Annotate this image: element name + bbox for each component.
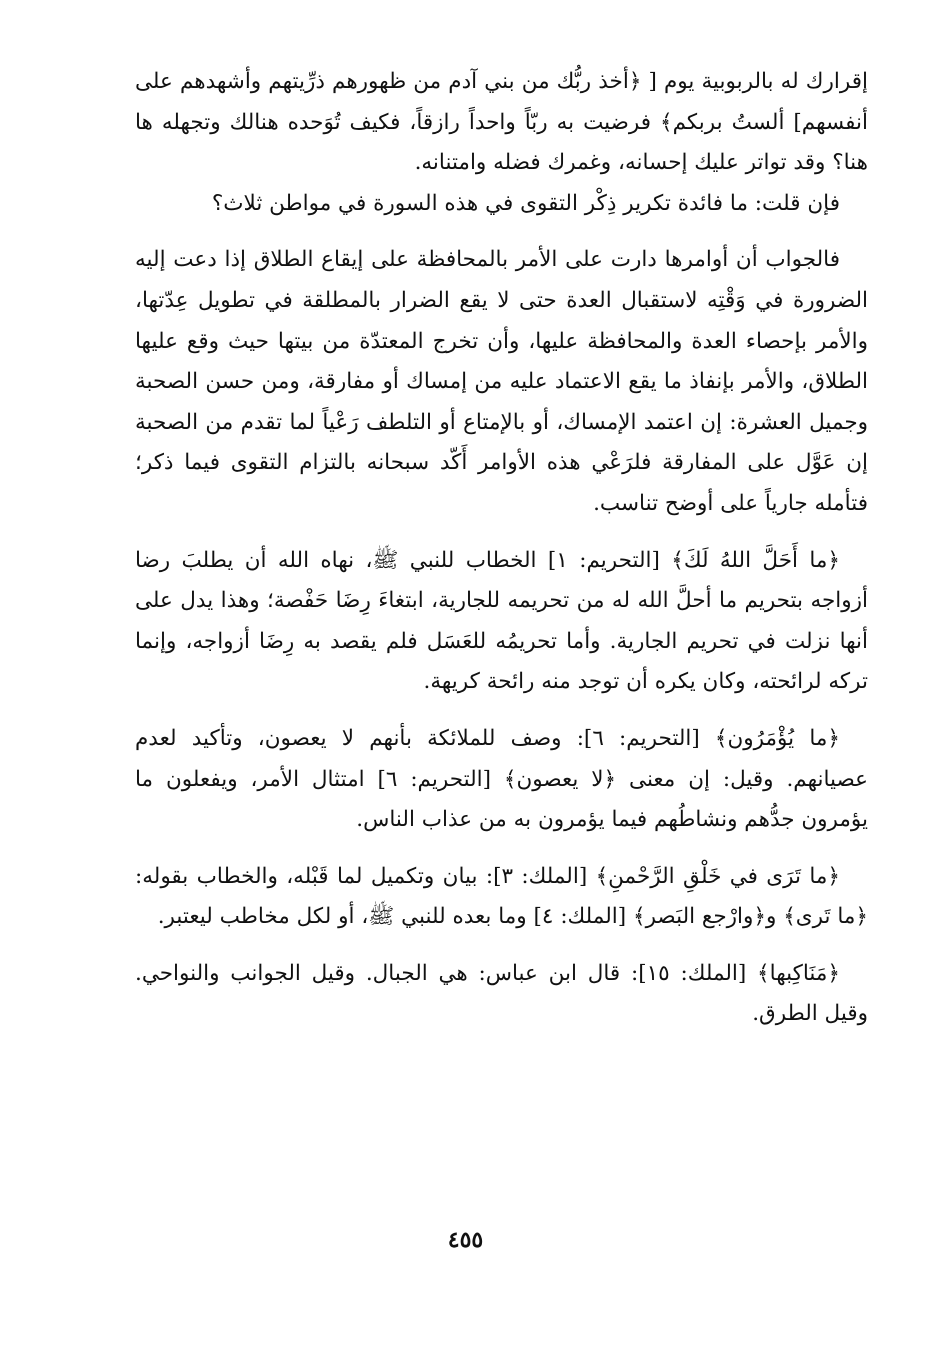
paragraph-mulk-15: ﴿مَنَاكِبها﴾ [الملك: ١٥]: قال ابن عباس: هي الجبال. وقيل الجوانب والنواحي. وقيل الطرق. bbox=[135, 960, 868, 1027]
paragraph-tahrim-1: ﴿ما أَحَلَّ اللهُ لَكَ﴾ [التحريم: ١] الخطاب للنبي ﷺ، نهاه الله أن يطلبَ رضا أزواجه بتحريم ما أحلَّ الله له من تحريمه للجارية، ابتغاءَ رِضَا حَفْصة؛ وهذا يدل على أنها نزلت في تحريم الجارية. وأما تحريمُه للعَسَل فلم يقصد به رِضَا أزواجه، وإنما تركه لرائحته، وكان يكره أن توجد منه رائحة كريهة. bbox=[135, 547, 868, 695]
paragraph-question: فإن قلت: ما فائدة تكرير ذِكْر التقوى في هذه السورة في مواطن ثلاث؟ bbox=[211, 190, 840, 216]
paragraph-mulk-3: ﴿ما تَرَى في خَلْقِ الرَّحْمنِ﴾ [الملك: ٣]: بيان وتكميل لما قَبْله، والخطاب بقوله: ﴿ما تَرى﴾ و﴿وارْجع البَصر﴾ [الملك: ٤] وما بعده للنبي ﷺ، أو لكل مخاطب ليعتبر. bbox=[135, 863, 868, 930]
paragraph-tahrim-6: ﴿ما يُؤْمَرُون﴾ [التحريم: ٦]: وصف للملائكة بأنهم لا يعصون، وتأكيد لعدم عصيانهم. وقيل: إن معنى ﴿لا يعصون﴾ [التحريم: ٦] امتثال الأمر، ويفعلون ما يؤمرون جدُّهم ونشاطُهم فيما يؤمرون به من عذاب الناس. bbox=[135, 725, 868, 833]
page-body bbox=[135, 62, 868, 1035]
paragraph-acknowledgement: إقرارك له بالربوبية يوم [ ﴿أخذ ربُّك من بني آدم من ظهورهم ذرِّيتهم وأشهدهم على أنفسهم] ألستُ بربكم﴾ فرضيت به ربّاً واحداً رازقاً، فكيف تُوَحده هنالك وتجهله ها هنا؟ وقد تواتر عليك إحسانه، وغمرك فضله وامتنانه. bbox=[135, 69, 868, 176]
paragraph-answer: فالجواب أن أوامرها دارت على الأمر بالمحافظة على إيقاع الطلاق إذا دعت إليه الضرورة في وَقْتِه لاستقبال العدة حتى لا يقع الضرار بالمطلقة في تطويل عِدّتها، والأمر بإحصاء العدة والمحافظة عليها، وأن تخرج المعتدّة من بيتها حيث وقع عليها الطلاق، والأمر بإنفاذ ما يقع الاعتماد عليه من إمساك أو مفارقة، ومن حسن الصحبة وجميل العشرة: إن اعتمد الإمساك، أو بالإمتاع أو التلطف رَعْياً لما تقدم من الصحبة إن عَوَّل على المفارقة فلرَعْي هذه الأوامر أَكّد سبحانه بالتزام التقوى فيما ذكر؛ فتأمله جارياً على أوضح تناسب. bbox=[135, 247, 868, 516]
page-number: ٤٥٥ bbox=[447, 1227, 484, 1253]
